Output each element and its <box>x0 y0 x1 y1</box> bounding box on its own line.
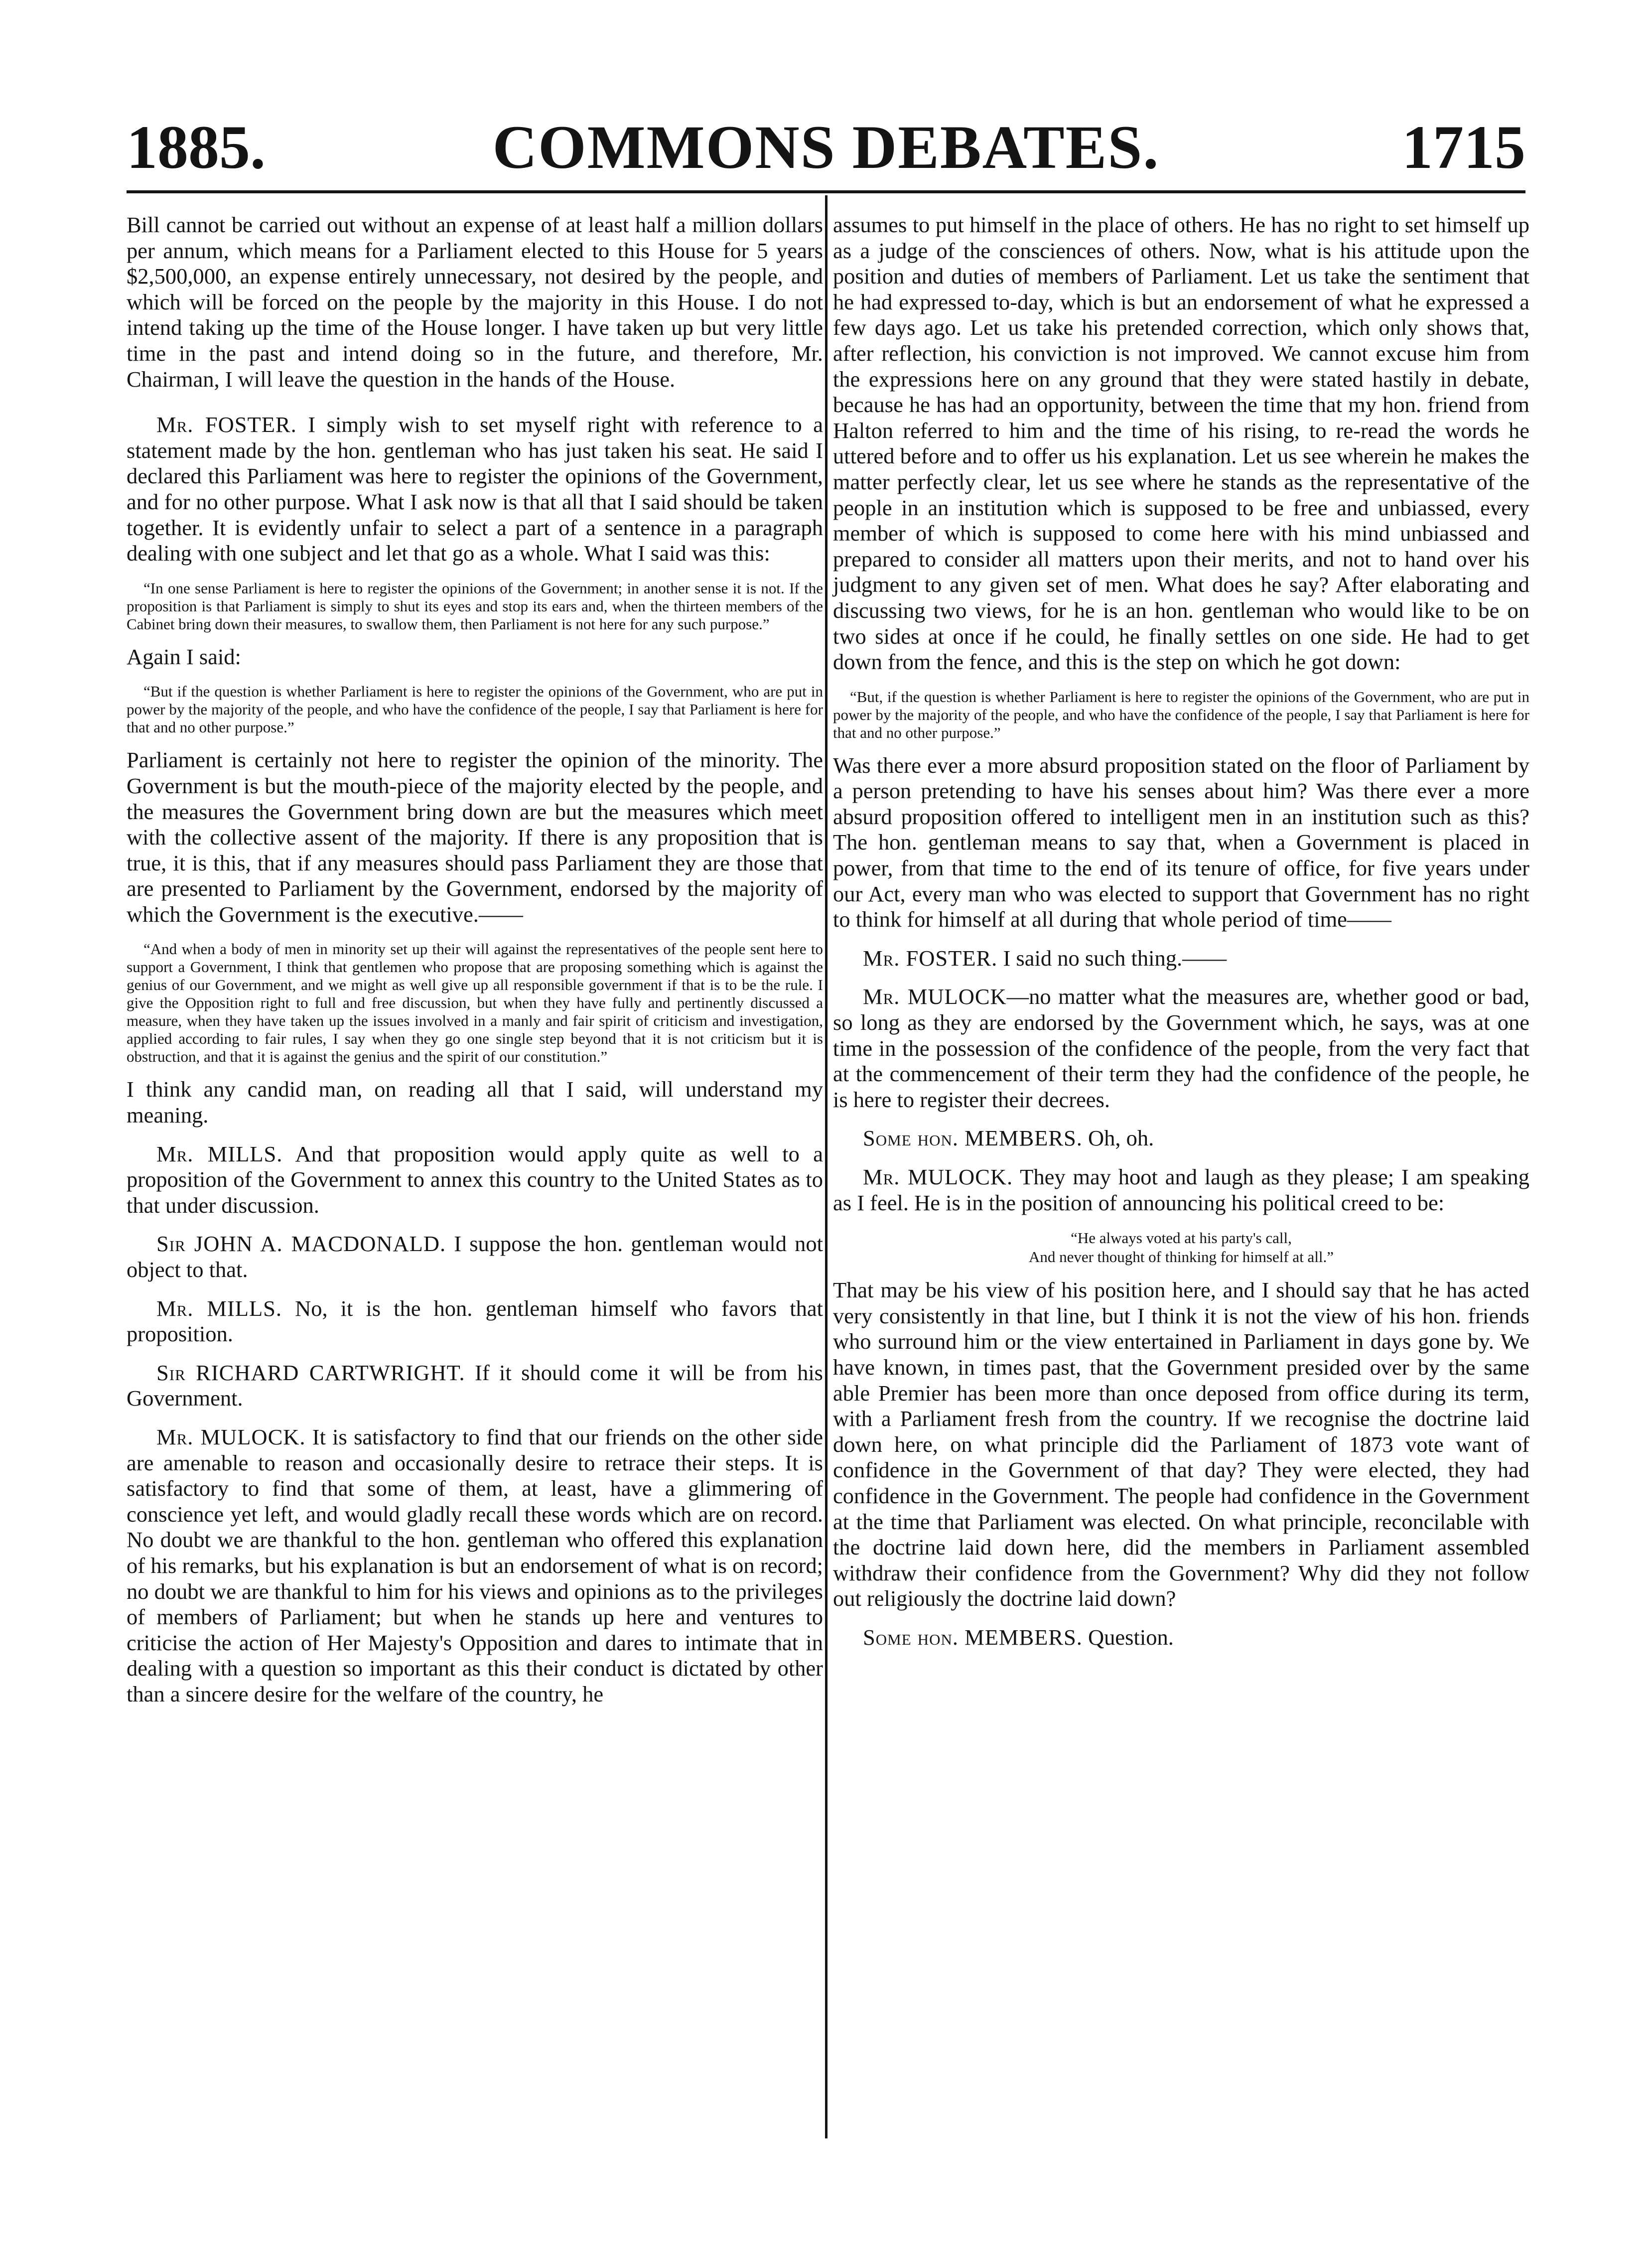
speaker-name: Mr. MULOCK. <box>863 1164 1013 1189</box>
speech-text: It is satisfactory to find that our friends on the other side are amenable to reason and occasionally desire to retrace their steps. It is satisfactory to find that some of them, at least, have a glimmering of conscience yet left, and would gladly recall these words which are on record. No doubt we are thankful to the hon. gentleman who offered this explanation of his remarks, but his explanation is but an endorsement of what is on record; no doubt we are thankful to him for his views and opinions as to the privileges of members of Parliament; but when he stands up here and ventures to criticise the action of Her Majesty's Opposition and dares to intimate that in dealing with a question so important as this their conduct is dictated by other than a sincere desire for the welfare of the country, he <box>127 1424 824 1706</box>
speech-text: —no matter what the measures are, whether good or bad, so long as they are endorsed by the Government which, he says, was at one time in the possession of the confidence of the people, from the very fact that at the commencement of their term they had the confidence of the people, he is here to register their decrees. <box>833 984 1530 1112</box>
speech-mills <box>127 1141 823 1219</box>
block-quote: “But, if the question is whether Parliament is here to register the opinions of the Government, who are put in power by the majority of the people, and who have the confidence of the people, I say that Parliament is here for that and no other purpose.” <box>833 688 1529 741</box>
speech-mulock <box>127 1424 823 1707</box>
speaker-name: Mr. FOSTER. <box>863 945 998 971</box>
column-divider <box>825 195 827 2138</box>
speaker-name: Sir RICHARD CARTWRIGHT. <box>156 1360 465 1385</box>
right-column <box>833 212 1529 1664</box>
block-quote: “In one sense Parliament is here to register the opinions of the Government; in another sense it is not. If the proposition is that Parliament is simply to shut its eyes and stop its ears and, when the thirteen members of the Cabinet bring down their measures, to swallow them, then Parliament is not here for any such purpose.” <box>127 579 823 633</box>
speaker-name: Mr. MULOCK <box>863 984 1007 1009</box>
speech-foster <box>833 946 1529 972</box>
paragraph: That may be his view of his position here, and I should say that he has acted very consistently in that line, but I think it is not the view of his hon. friends who surround him or the view entertained in Parliament in days gone by. We have known, in times past, that the Government presided over by the same able Premier has been more than once deposed from office during its term, with a Parliament fresh from the country. If we recognise the doctrine laid down here, on what principle did the Parliament of 1873 vote want of confidence in the Government of that day? They were elected, they had confidence in the Government. The people had confidence in the Government at the time that Parliament was elected. On what principle, reconcilable with the doctrine laid down here, did the members in Parliament assembled withdraw their confidence from the Government? Why did they not follow out religiously the doctrine laid down? <box>833 1277 1529 1611</box>
speech-text: I simply wish to set myself right with reference to a statement made by the hon. gentleman who has just taken his seat. He said I declared this Parliament was here to register the opinions of the Government, and for no other purpose. What I ask now is that all that I said should be taken together. It is evidently unfair to select a part of a sentence in a paragraph dealing with one subject and let that go as a whole. What I said was this: <box>127 412 823 566</box>
speech-text: Oh, oh. <box>1088 1126 1154 1151</box>
paragraph: Again I said: <box>127 644 241 669</box>
header-year: 1885. <box>127 113 266 181</box>
speaker-name: Mr. MULOCK. <box>156 1424 306 1449</box>
page-header <box>127 113 1525 182</box>
speaker-name: Mr. FOSTER. <box>156 412 297 437</box>
verse-quote <box>833 1229 1529 1267</box>
paragraph <box>127 212 823 392</box>
paragraph-text: Bill cannot be carried out without an expense of at least half a million dollars per annum, which means for a Parliament elected to this House for 5 years $2,500,000, an expense entirely unnecessary, not desired by the people, and which will be forced on the people by the majority in this House. I do not intend taking up the time of the House longer. I have taken up but very little time in the past and intend doing so in the future, and therefore, Mr. Chairman, I will leave the question in the hands of the House. <box>127 212 823 392</box>
paragraph: Was there ever a more absurd proposition stated on the floor of Parliament by a person pretending to have his senses about him? Was there ever a more absurd proposition offered to intelligent men in an institution such as this? The hon. gentleman means to say that, when a Government is placed in power, from that time to the end of its tenure of office, for five years under our Act, every man who was elected to support that Government has no right to think for himself at all during that whole period of time—— <box>833 752 1529 932</box>
speech-mulock <box>833 984 1529 1113</box>
paragraph: I think any candid man, on reading all that I said, will understand my meaning. <box>127 1077 823 1128</box>
speaker-name: Some hon. MEMBERS. <box>863 1624 1083 1650</box>
speech-text: No, it is the hon. gentleman himself who favors that proposition. <box>127 1295 824 1347</box>
speech-foster <box>127 412 823 566</box>
speech-text: I suppose the hon. gentleman would not object to that. <box>127 1231 824 1282</box>
paragraph: Parliament is certainly not here to register the opinion of the minority. The Government is but the mouth-piece of the majority elected by the people, and the measures the Government bring down are but the measures which meet with the collective assent of the majority. If there is any proposition that is true, it is this, that if any measures should pass Parliament they are those that are presented to Parliament by the Government, endorsed by the majority of which the Government is the executive.—— <box>127 747 823 927</box>
block-quote: “And when a body of men in minority set up their will against the representatives of the people sent here to support a Government, I think that gentlemen who propose that are proposing something which is against the genius of our Government, and we might as well give up all responsible government if that is to be the rule. I give the Opposition right to full and free discussion, but when they have fully and pertinently discussed a measure, when they have taken up the issues involved in a manly and fair spirit of criticism and investigation, applied according to fair rules, I say when they go one single step beyond that it is not criticism but it is obstruction, and that it is against the genius and the spirit of our constitution.” <box>127 940 823 1066</box>
header-title: COMMONS DEBATES. <box>492 113 1160 181</box>
speech-text: If it should come it will be from his Government. <box>127 1360 823 1411</box>
speech-mills <box>127 1296 823 1347</box>
block-quote: “But if the question is whether Parliament is here to register the opinions of the Government, who are put in power by the majority of the people, and who have the confidence of the people, I say that Parliament is here for that and no other purpose.” <box>127 683 823 736</box>
speech-cartwright <box>127 1360 823 1412</box>
speech-text: Question. <box>1088 1624 1174 1650</box>
speech-text: They may hoot and laugh as they please; I am speaking as I feel. He is in the position of announcing his political creed to be: <box>833 1164 1529 1215</box>
speech-mulock <box>833 1164 1529 1216</box>
verse-line: And never thought of thinking for himself at all.” <box>1028 1248 1334 1266</box>
speaker-name: Sir JOHN A. MACDONALD. <box>156 1231 446 1257</box>
speaker-name: Some hon. MEMBERS. <box>863 1126 1083 1151</box>
verse-line: “He always voted at his party's call, <box>1071 1229 1292 1247</box>
speaker-name: Mr. MILLS. <box>156 1295 282 1321</box>
header-rule <box>127 190 1525 193</box>
speech-text: I said no such thing.—— <box>1003 945 1227 971</box>
speech-text: And that proposition would apply quite as well to a proposition of the Government to annex this country to the United States as to that under discussion. <box>127 1141 824 1218</box>
speech-macdonald <box>127 1231 823 1282</box>
header-page-number: 1715 <box>1402 113 1525 181</box>
speaker-name: Mr. MILLS. <box>156 1141 283 1166</box>
left-column <box>127 212 823 1720</box>
interjection-members <box>833 1126 1529 1151</box>
interjection-members <box>833 1625 1529 1651</box>
paragraph: assumes to put himself in the place of others. He has no right to set himself up as a judge of the consciences of others. Now, what is his attitude upon the position and duties of members of Parliament. Let us take the sentiment that he had expressed to-day, which is but an endorsement of what he expressed a few days ago. Let us take his pretended correction, which only shows that, after reflection, his conviction is not improved. We cannot excuse him from the expressions here on any ground that they were stated hastily in debate, because he has had an opportunity, between the time that my hon. friend from Halton referred to him and the time of his rising, to re-read the words he uttered before and to offer us his explanation. Let us see wherein he makes the matter perfectly clear, let us see where he stands as the representative of the people in an institution which is supposed to be free and unbiassed, every member of which is supposed to come here with his mind unbiassed and prepared to consider all matters upon their merits, and not to hand over his judgment to any given set of men. What does he say? After elaborating and discussing two views, for he is an hon. gentleman who would like to be on two sides at once if he could, he finally settles on one side. He had to get down from the fence, and this is the step on which he got down: <box>833 212 1529 675</box>
